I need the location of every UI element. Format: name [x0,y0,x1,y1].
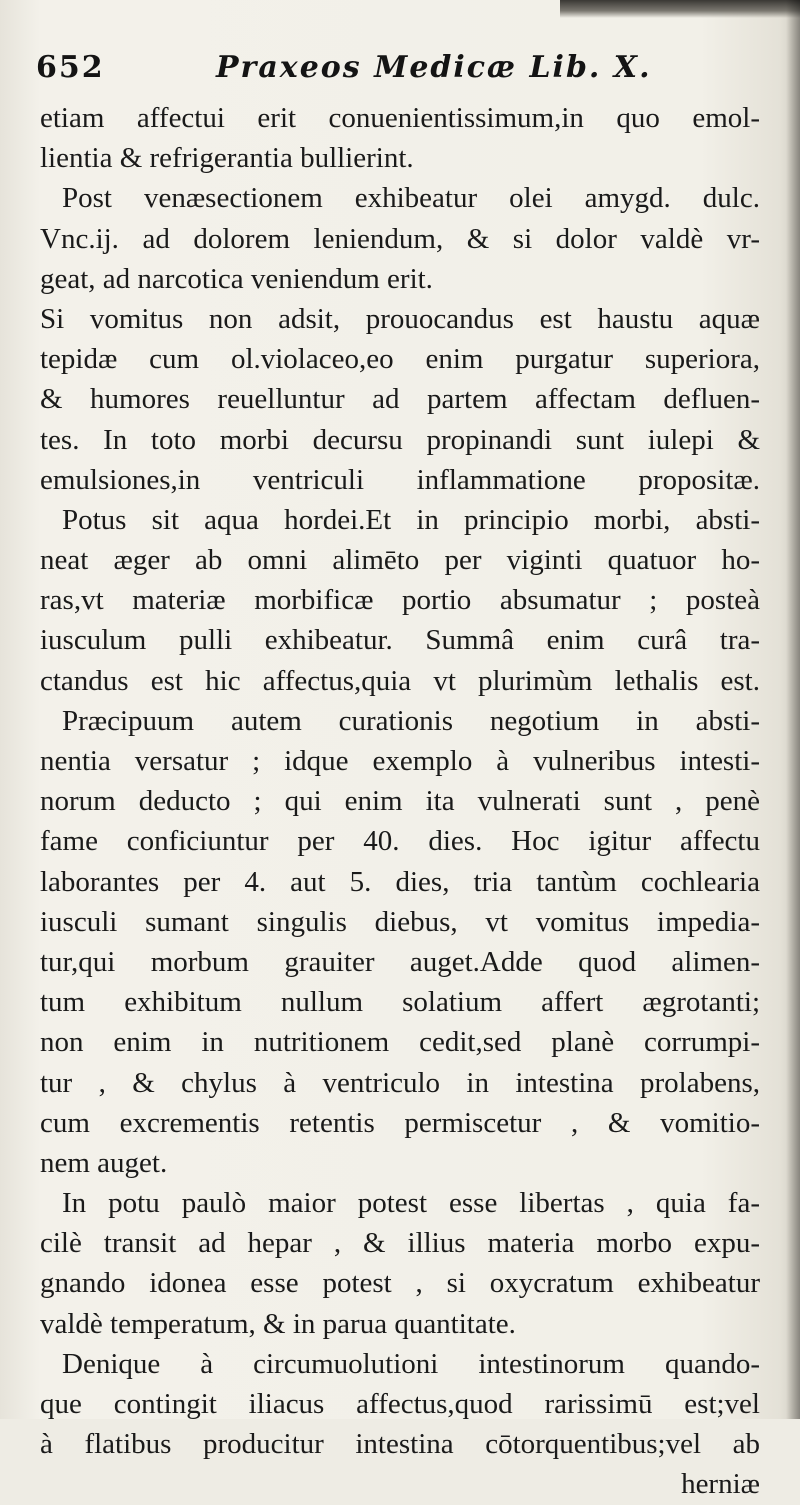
text-line: Præcipuum autem curationis negotium in absti- [62,704,760,737]
text-line: emulsiones,in ventriculi inflammatione propositæ. [40,463,760,496]
text-line: neat æger ab omni alimēto per viginti quatuor ho- [40,544,760,577]
page-number: 652 [36,50,105,85]
text-line: que contingit iliacus affectus,quod rarissimū est;vel [40,1388,760,1420]
text-line: cilè transit ad hepar , & illius materia morbo expu- [40,1227,760,1260]
text-line: valdè temperatum, & in parua quantitate. [40,1307,516,1340]
text-line: gnando idonea esse potest , si oxycratum exhibeatur [40,1267,760,1300]
page-gutter-shadow [786,0,800,1419]
text-line: tes. In toto morbi decursu propinandi sunt iulepi & [40,423,760,456]
text-line: lientia & refrigerantia bullierint. [40,142,414,175]
text-line: nem auget. [40,1146,168,1179]
running-head: Praxeos Medicæ Lib. X. [216,50,652,85]
text-line: laborantes per 4. aut 5. dies, tria tantùm cochlearia [40,865,760,898]
text-line: ctandus est hic affectus,quia vt plurimùm lethalis est. [40,664,760,697]
text-line: tur , & chylus à ventriculo in intestina prolabens, [40,1066,760,1099]
text-line: iusculum pulli exhibeatur. Summâ enim curâ tra- [40,624,760,657]
text-line: Post venæsectionem exhibeatur olei amygd. dulc. [62,182,760,215]
text-line: ras,vt materiæ morbificæ portio absumatur ; posteà [40,584,760,617]
text-line: norum deducto ; qui enim ita vulnerati sunt , penè [40,785,760,818]
text-line: etiam affectui erit conuenientissimum,in quo emol- [40,102,760,134]
text-line: In potu paulò maior potest esse libertas , quia fa- [62,1187,760,1220]
text-line: Si vomitus non adsit, prouocandus est haustu aquæ [40,302,760,335]
text-line: fame conficiuntur per 40. dies. Hoc igitur affectu [40,825,760,858]
text-line: Potus sit aqua hordei.Et in principio morbi, absti- [62,503,760,536]
text-line: cum excrementis retentis permiscetur , & vomitio- [40,1106,760,1139]
text-line: tepidæ cum ol.violaceo,eo enim purgatur superiora, [40,343,760,376]
text-line: Vnc.ij. ad dolorem leniendum, & si dolor valdè vr- [40,222,760,255]
text-line: geat, ad narcotica veniendum erit. [40,262,433,295]
body-text [40,98,760,1505]
text-line: iusculi sumant singulis diebus, vt vomitus impedia- [40,905,760,938]
text-line: tur,qui morbum grauiter auget.Adde quod alimen- [40,945,760,978]
text-line: nentia versatur ; idque exemplo à vulneribus intesti- [40,745,760,777]
catchword: herniæ [681,1468,760,1501]
text-line: tum exhibitum nullum solatium affert ægrotanti; [40,986,760,1019]
page-header [36,50,776,98]
text-line: Denique à circumuolutioni intestinorum quando- [62,1347,760,1380]
text-line: non enim in nutritionem cedit,sed planè corrumpi- [40,1026,760,1059]
text-line: à flatibus producitur intestina cōtorquentibus;vel ab [40,1428,760,1461]
scan-edge-shadow [560,0,800,18]
text-line: & humores reuelluntur ad partem affectam defluen- [40,383,760,416]
